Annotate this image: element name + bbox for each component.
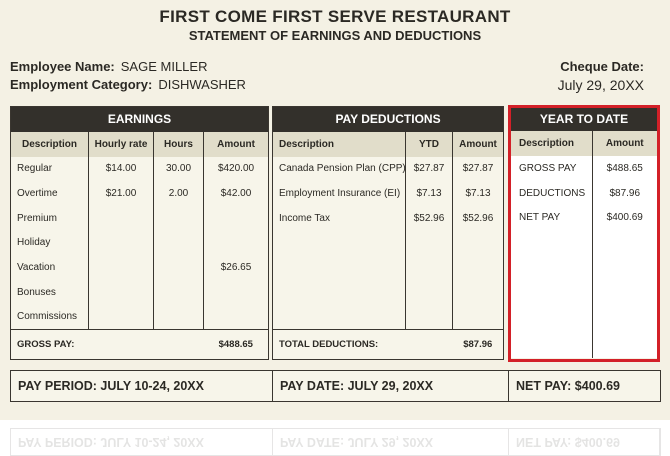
deduction-desc: Income Tax	[273, 206, 406, 231]
table-row	[11, 280, 269, 305]
table-row	[11, 157, 269, 182]
total-deductions-row	[273, 329, 504, 359]
earnings-rate	[89, 231, 154, 256]
reflected-pay-date: PAY DATE: JULY 29, 20XX	[273, 429, 509, 455]
restaurant-name: FIRST COME FIRST SERVE RESTAURANT	[159, 7, 511, 26]
earnings-hours	[154, 231, 204, 256]
deductions-col-ytd: YTD	[406, 132, 453, 157]
earnings-hours	[154, 255, 204, 280]
table-row	[11, 255, 269, 280]
deduction-amount: $52.96	[462, 212, 494, 224]
earnings-hours: 30.00	[154, 157, 204, 182]
earnings-amount	[204, 280, 269, 305]
blank-rows	[273, 231, 504, 330]
earnings-hours	[154, 305, 204, 330]
deductions-col-description: Description	[273, 132, 406, 157]
deduction-ytd: $7.13	[406, 181, 453, 206]
year-to-date-table	[511, 106, 657, 358]
earnings-amount	[204, 231, 269, 256]
deduction-desc: Canada Pension Plan (CPP)	[273, 157, 406, 182]
table-row	[11, 305, 269, 330]
gross-pay-row	[11, 329, 269, 359]
statement-title: STATEMENT OF EARNINGS AND DEDUCTIONS	[188, 28, 482, 43]
earnings-col-rate: Hourly rate	[89, 132, 154, 157]
employee-name-label: Employee Name:	[10, 59, 115, 74]
earnings-desc: Vacation	[11, 255, 89, 280]
pay-period: PAY PERIOD: JULY 10-24, 20XX	[11, 371, 273, 401]
ytd-amount: $400.69	[606, 212, 643, 224]
deduction-ytd: $52.96	[406, 206, 453, 231]
earnings-desc: Premium	[11, 206, 89, 231]
earnings-amount: $26.65	[220, 262, 252, 274]
earnings-amount	[204, 206, 269, 231]
cheque-date-label: Cheque Date:	[560, 59, 644, 74]
pay-date: PAY DATE: JULY 29, 20XX	[273, 371, 509, 401]
reflected-net-pay: NET PAY: $400.69	[509, 429, 660, 455]
total-deductions-value: $87.96	[453, 329, 504, 359]
table-row	[511, 156, 657, 181]
deduction-amount: $7.13	[465, 188, 491, 200]
earnings-hours: 2.00	[154, 181, 204, 206]
table-row	[511, 205, 657, 230]
table-row	[273, 157, 504, 182]
earnings-desc: Bonuses	[11, 280, 89, 305]
ytd-desc: NET PAY	[511, 205, 592, 230]
earnings-rate	[89, 280, 154, 305]
earnings-rate: $21.00	[89, 181, 154, 206]
pay-summary-bar	[10, 370, 661, 402]
ytd-desc: GROSS PAY	[511, 156, 592, 181]
earnings-desc: Regular	[11, 157, 89, 182]
deductions-col-amount: Amount	[453, 132, 504, 157]
earnings-hours	[154, 280, 204, 305]
earnings-amount: $42.00	[220, 188, 252, 200]
gross-pay-label: GROSS PAY:	[11, 329, 204, 359]
table-row	[11, 231, 269, 256]
employment-category-label: Employment Category:	[10, 77, 153, 92]
earnings-amount: $420.00	[217, 163, 255, 175]
ytd-amount: $488.65	[606, 162, 643, 174]
deductions-title: PAY DEDUCTIONS	[273, 107, 504, 132]
table-row	[11, 181, 269, 206]
earnings-desc: Holiday	[11, 231, 89, 256]
earnings-title: EARNINGS	[11, 107, 269, 132]
earnings-table	[10, 106, 269, 360]
total-deductions-label: TOTAL DEDUCTIONS:	[273, 329, 453, 359]
gross-pay-value: $488.65	[204, 329, 269, 359]
earnings-col-hours: Hours	[154, 132, 204, 157]
earnings-hours	[154, 206, 204, 231]
blank-rows	[511, 230, 657, 358]
earnings-rate	[89, 206, 154, 231]
table-row	[11, 206, 269, 231]
table-row	[511, 181, 657, 206]
earnings-col-description: Description	[11, 132, 89, 157]
cheque-date-value: July 29, 20XX	[557, 77, 644, 93]
employment-category-row	[10, 77, 246, 92]
earnings-rate	[89, 305, 154, 330]
ytd-desc: DEDUCTIONS	[511, 181, 592, 206]
table-row	[273, 181, 504, 206]
earnings-amount	[204, 305, 269, 330]
employment-category-value: DISHWASHER	[158, 77, 246, 92]
employee-name-value: SAGE MILLER	[120, 59, 208, 74]
ytd-amount: $87.96	[609, 187, 641, 199]
earnings-col-amount: Amount	[204, 132, 269, 157]
ytd-col-amount: Amount	[592, 131, 657, 156]
table-row	[273, 206, 504, 231]
deduction-amount: $27.87	[462, 163, 494, 175]
reflected-pay-period: PAY PERIOD: JULY 10-24, 20XX	[11, 429, 273, 455]
deduction-desc: Employment Insurance (EI)	[273, 181, 406, 206]
earnings-desc: Commissions	[11, 305, 89, 330]
earnings-rate: $14.00	[89, 157, 154, 182]
summary-reflection	[10, 428, 661, 456]
ytd-title: YEAR TO DATE	[511, 106, 657, 131]
earnings-rate	[89, 255, 154, 280]
deduction-ytd: $27.87	[406, 157, 453, 182]
employee-name-row	[10, 59, 207, 74]
deductions-table	[272, 106, 504, 360]
net-pay: NET PAY: $400.69	[516, 379, 620, 393]
earnings-desc: Overtime	[11, 181, 89, 206]
ytd-col-description: Description	[511, 131, 592, 156]
